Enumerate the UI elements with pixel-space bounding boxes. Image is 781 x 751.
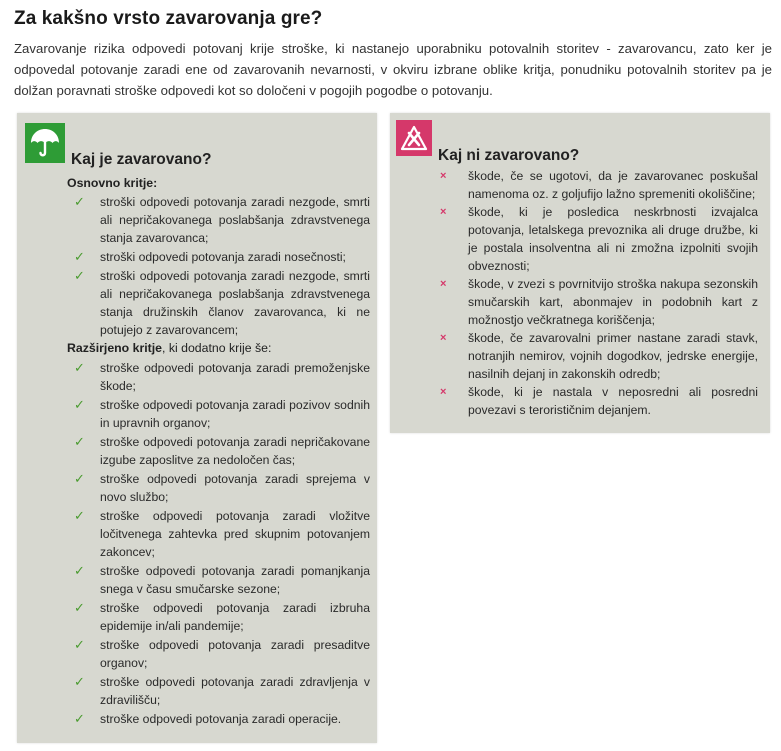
list-item: ✓ stroške odpovedi potovanja zaradi pomanjkanja snega v času smučarske sezone; xyxy=(74,563,370,596)
check-icon: ✓ xyxy=(74,711,85,726)
basic-cover-list xyxy=(72,193,370,340)
list-item: × škode, ki je nastala v neposredni ali posredni povezavi s terorističnim dejanjem. xyxy=(440,385,758,417)
x-mark-icon: × xyxy=(440,386,447,398)
list-item: ✓ stroške odpovedi potovanja zaradi premoženjske škode; xyxy=(74,360,370,393)
basic-cover-label: Osnovno kritje: xyxy=(67,176,158,190)
list-item: ✓ stroške odpovedi potovanja zaradi vložitve ločitvenega zahtevka pred skupnim potovanjem zakoncev; xyxy=(74,508,370,559)
list-item: × škode, ki je posledica neskrbnosti izvajalca potovanja, letalskega prevoznika ali druge družbe, ki je postala insolventna ali ni zmožna izpolniti svojih obveznosti; xyxy=(440,205,758,273)
list-item: ✓ stroški odpovedi potovanja zaradi nezgode, smrti ali nepričakovanega poslabšanja zdravstvenega stanja družinskih članov zavarovanca, ki ne potujejo z zavarovancem; xyxy=(74,268,370,337)
extended-cover-label: Razširjeno kritje, ki dodatno krije še: xyxy=(67,341,272,355)
page-title: Za kakšno vrsto zavarovanja gre? xyxy=(14,8,323,29)
list-item: ✓ stroški odpovedi potovanja zaradi nosečnosti; xyxy=(74,249,346,264)
check-icon: ✓ xyxy=(74,268,85,283)
list-item: × škode, če se ugotovi, da je zavarovanec poskušal namenoma oz. z goljufijo lažno spremeniti okoliščine; xyxy=(440,169,758,201)
check-icon: ✓ xyxy=(74,397,85,412)
check-icon: ✓ xyxy=(74,471,85,486)
check-icon: ✓ xyxy=(74,563,85,578)
check-icon: ✓ xyxy=(74,600,85,615)
cross-icon xyxy=(396,120,432,156)
check-icon: ✓ xyxy=(74,194,85,209)
intro-paragraph: Zavarovanje rizika odpovedi potovanj krije stroške, ki nastanejo uporabniku potovalnih storitev - zavarovancu, zato ker je odpovedal potovanje zaradi ene od zavarovanih nevarnosti, v okviru izbrane oblike kritja, ponudniku potovalnih storitev pa je dolžan poravnati stroške odpovedi kot so določeni v pogojih pogodbe o potovanju. xyxy=(14,41,772,98)
covered-heading: Kaj je zavarovano? xyxy=(71,151,212,168)
x-mark-icon: × xyxy=(440,332,447,344)
check-icon: ✓ xyxy=(74,674,85,689)
list-item: ✓ stroške odpovedi potovanja zaradi pozivov sodnih in upravnih organov; xyxy=(74,397,370,430)
check-icon: ✓ xyxy=(74,249,85,264)
exclusions-list xyxy=(440,167,758,419)
check-icon: ✓ xyxy=(74,360,85,375)
x-mark-icon: × xyxy=(440,170,447,182)
not-covered-heading: Kaj ni zavarovano? xyxy=(438,147,580,164)
list-item: ✓ stroške odpovedi potovanja zaradi nepričakovane izgube zaposlitve za nedoločen čas; xyxy=(74,434,370,467)
list-item: ✓ stroške odpovedi potovanja zaradi zdravljenja v zdravilišču; xyxy=(74,674,370,707)
list-item: ✓ stroške odpovedi potovanja zaradi operacije. xyxy=(74,711,342,726)
umbrella-icon xyxy=(25,123,65,163)
list-item: × škode, če zavarovalni primer nastane zaradi stavk, notranjih nemirov, vojnih dogodkov, jedrske energije, nasilnih dejanj in zakonskih odredb; xyxy=(440,331,758,381)
list-item: × škode, v zvezi s povrnitvijo stroška nakupa sezonskih smučarskih kart, abonmajev in podobnih kart z možnostjo večkratnega koriščenja; xyxy=(440,277,758,327)
list-item: ✓ stroške odpovedi potovanja zaradi presaditve organov; xyxy=(74,637,370,670)
extended-cover-list xyxy=(72,359,370,729)
x-mark-icon: × xyxy=(440,278,447,290)
check-icon: ✓ xyxy=(74,508,85,523)
check-icon: ✓ xyxy=(74,637,85,652)
check-icon: ✓ xyxy=(74,434,85,449)
list-item: ✓ stroški odpovedi potovanja zaradi nezgode, smrti ali nepričakovanega poslabšanja zdravstvenega stanja zavarovanca; xyxy=(74,194,370,245)
list-item: ✓ stroške odpovedi potovanja zaradi sprejema v novo službo; xyxy=(74,471,370,504)
x-mark-icon: × xyxy=(440,206,447,218)
list-item: ✓ stroške odpovedi potovanja zaradi izbruha epidemije in/ali pandemije; xyxy=(74,600,370,633)
